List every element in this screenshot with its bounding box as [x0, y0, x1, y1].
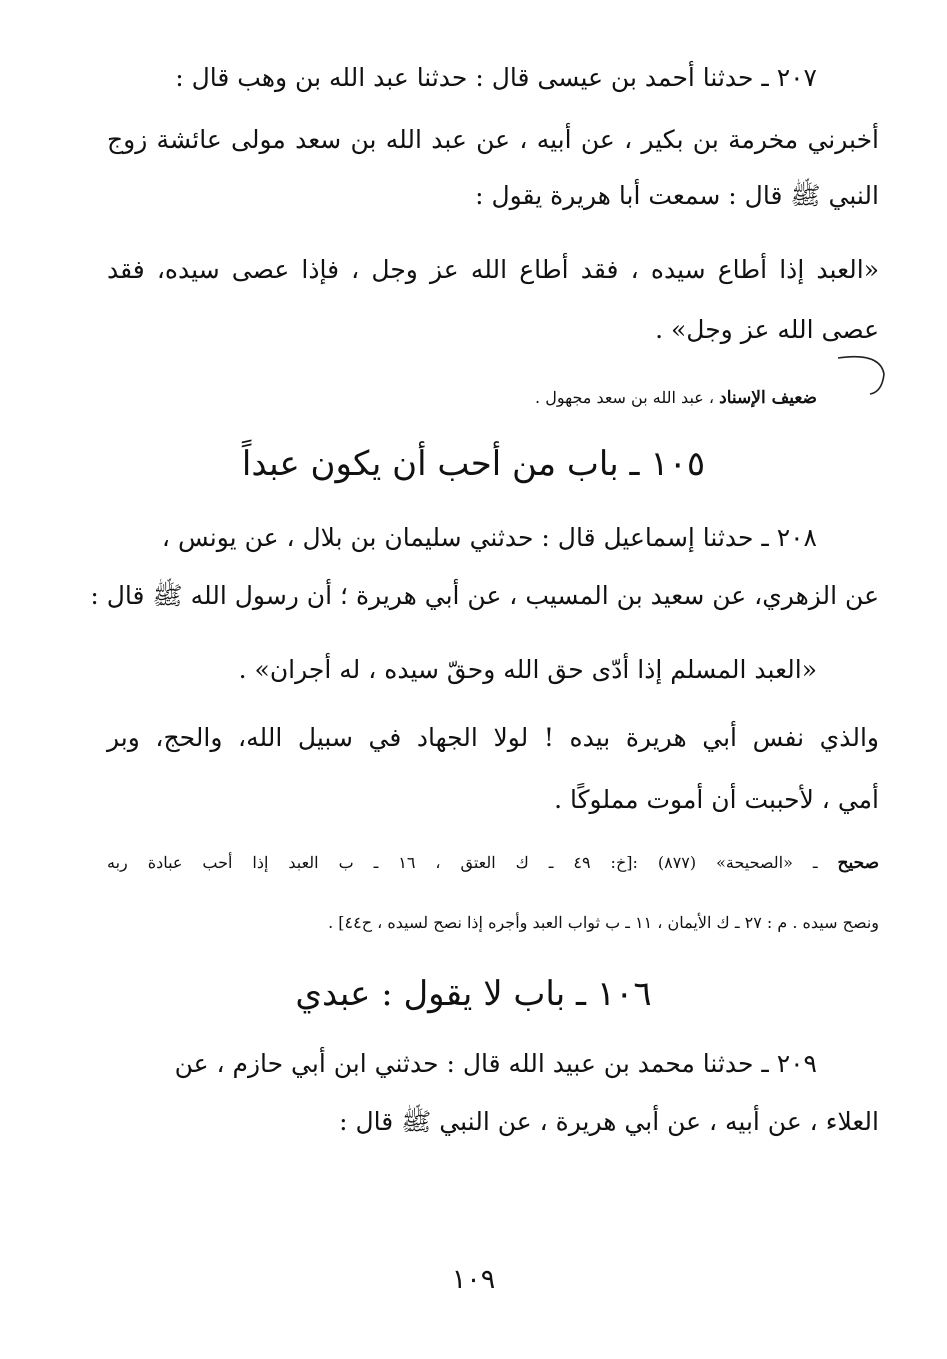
hadith-208-line-2: عن الزهري، عن سعيد بن المسيب ، عن أبي هريرة ؛ أن رسول الله ﷺ قال : — [90, 581, 879, 610]
hadith-208-grade-line-2: ونصح سيده . م : ٢٧ ـ ك الأيمان ، ١١ ـ ب ثواب العبد وأجره إذا نصح لسيده ، ح٤٤] . — [328, 913, 879, 932]
hadith-208-line-1: ٢٠٨ ـ حدثنا إسماعيل قال : حدثني سليمان بن بلال ، عن يونس ، — [161, 523, 817, 552]
grade-label: صحيح — [837, 853, 880, 873]
grade-label: ضعيف الإسناد — [719, 388, 817, 408]
chapter-105-heading: ١٠٥ ـ باب من أحب أن يكون عبداً — [241, 444, 706, 484]
hadith-208-text-1: «العبد المسلم إذا أدّى حق الله وحقّ سيده ، له أجران» . — [238, 655, 817, 684]
hadith-208-text-3: أمي ، لأحببت أن أموت مملوكًا . — [554, 785, 879, 814]
hadith-208-text-2: والذي نفس أبي هريرة بيده ! لولا الجهاد في سبيل الله، والحج، وبر — [107, 723, 879, 752]
hadith-207-line-3: النبي ﷺ قال : سمعت أبا هريرة يقول : — [475, 181, 879, 210]
page-number: ١٠٩ — [451, 1264, 496, 1295]
hadith-207-text-1: «العبد إذا أطاع سيده ، فقد أطاع الله عز وجل ، فإذا عصى سيده، فقد — [107, 255, 879, 284]
hadith-208-grade-line-1 — [107, 852, 879, 874]
grade-note: ـ «الصحيحة» (٨٧٧) :[خ: ٤٩ ـ ك العتق ، ١٦ ـ ب العبد إذا أحب عبادة ربه — [107, 853, 818, 872]
hadith-209-line-2: العلاء ، عن أبيه ، عن أبي هريرة ، عن النبي ﷺ قال : — [339, 1107, 879, 1136]
margin-bracket-mark — [832, 352, 888, 396]
hadith-207-line-2: أخبرني مخرمة بن بكير ، عن أبيه ، عن عبد الله بن سعد مولى عائشة زوج — [107, 125, 879, 154]
hadith-207-text-2: عصى الله عز وجل» . — [655, 315, 879, 344]
chapter-106-heading: ١٠٦ ـ باب لا يقول : عبدي — [295, 974, 652, 1014]
hadith-207-line-1: ٢٠٧ ـ حدثنا أحمد بن عيسى قال : حدثنا عبد الله بن وهب قال : — [175, 63, 817, 92]
hadith-207-grade — [535, 387, 817, 409]
hadith-209-line-1: ٢٠٩ ـ حدثنا محمد بن عبيد الله قال : حدثني ابن أبي حازم ، عن — [174, 1049, 817, 1078]
grade-note: ، عبد الله بن سعد مجهول . — [535, 388, 715, 407]
